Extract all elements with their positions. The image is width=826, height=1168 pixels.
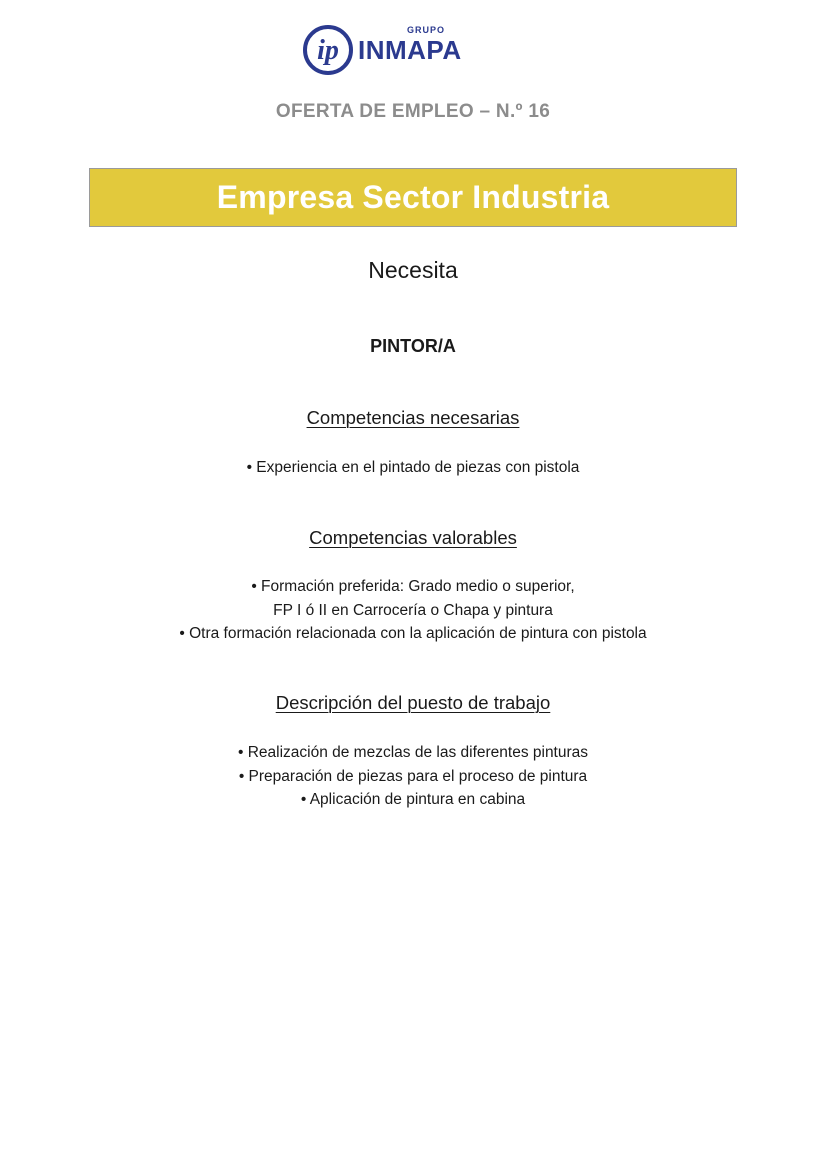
valued-skills-list — [0, 575, 826, 646]
list-item: • Preparación de piezas para el proceso de pintura — [238, 767, 588, 785]
logo-small-label: GRUPO — [406, 25, 446, 35]
list-item: • Aplicación de pintura en cabina — [300, 791, 526, 808]
offer-title: OFERTA DE EMPLEO – N.º 16 — [275, 101, 551, 122]
list-item: • Otra formación relacionada con la aplicación de pintura con pistola — [179, 625, 647, 642]
section-heading-valued: Competencias valorables — [309, 527, 517, 548]
list-item: • Experiencia en el pintado de piezas con pistola — [246, 459, 580, 476]
company-logo — [300, 20, 530, 80]
section-heading-required: Competencias necesarias — [306, 407, 520, 428]
required-skills-list — [0, 456, 826, 480]
job-description-list — [0, 741, 826, 812]
list-item: FP I ó II en Carrocería o Chapa y pintura — [273, 601, 553, 619]
needs-label: Necesita — [368, 257, 458, 283]
inmapa-logo-graphic — [300, 20, 530, 80]
section-heading-job-description: Descripción del puesto de trabajo — [275, 692, 551, 713]
banner-text: Empresa Sector Industria — [216, 179, 610, 215]
list-item: • Formación preferida: Grado medio o superior, — [251, 578, 575, 595]
logo-monogram: ip — [317, 35, 339, 66]
logo-brand-name: INMAPA — [358, 35, 462, 65]
list-item: • Realización de mezclas de las diferentes pinturas — [237, 744, 589, 761]
company-banner — [89, 168, 737, 227]
job-title: PINTOR/A — [370, 336, 456, 356]
